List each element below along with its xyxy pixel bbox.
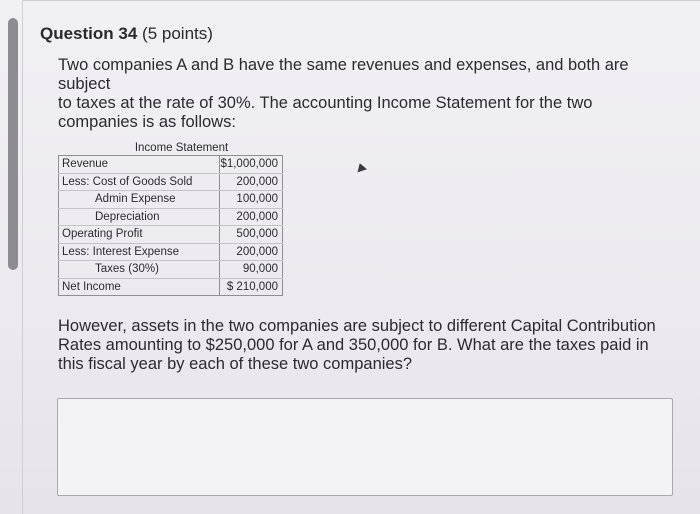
table-row xyxy=(59,261,283,279)
question-intro xyxy=(58,56,678,132)
row-value: 200,000 xyxy=(220,208,283,226)
table-row xyxy=(59,226,283,244)
scrollbar-thumb[interactable] xyxy=(8,18,18,270)
row-value: 200,000 xyxy=(220,173,283,191)
income-statement xyxy=(58,141,283,296)
row-label: Net Income xyxy=(59,278,220,296)
row-label: Operating Profit xyxy=(59,226,220,244)
row-label: Taxes (30%) xyxy=(59,261,220,279)
row-value: 100,000 xyxy=(220,191,283,209)
row-value: 90,000 xyxy=(220,261,283,279)
intro-line: to taxes at the rate of 30%. The accounting Income Statement for the two xyxy=(58,94,593,112)
followup-line: However, assets in the two companies are subject to different Capital Contribution xyxy=(58,317,656,335)
question-number: Question 34 xyxy=(40,24,138,43)
row-label: Admin Expense xyxy=(59,191,220,209)
intro-line: companies is as follows: xyxy=(58,113,236,131)
followup-line: Rates amounting to $250,000 for A and 350,000 for B. What are the taxes paid in xyxy=(58,336,649,354)
row-label: Less: Interest Expense xyxy=(59,243,220,261)
income-statement-table xyxy=(58,155,283,296)
followup-line: this fiscal year by each of these two companies? xyxy=(58,355,413,373)
row-label: Depreciation xyxy=(59,208,220,226)
table-row xyxy=(59,156,283,174)
question-title xyxy=(40,24,213,44)
table-row xyxy=(59,278,283,296)
row-value: $1,000,000 xyxy=(220,156,283,174)
intro-line: Two companies A and B have the same revenues and expenses, and both are subject xyxy=(58,56,629,93)
table-row xyxy=(59,191,283,209)
row-label: Revenue xyxy=(59,156,220,174)
income-statement-title: Income Statement xyxy=(134,142,229,154)
row-value: 200,000 xyxy=(220,243,283,261)
question-followup xyxy=(58,317,678,374)
panel-top-border xyxy=(22,0,700,1)
table-row xyxy=(59,243,283,261)
answer-textbox[interactable] xyxy=(57,398,673,496)
row-value: $ 210,000 xyxy=(220,278,283,296)
table-row xyxy=(59,208,283,226)
panel-left-border xyxy=(22,0,23,514)
row-label: Less: Cost of Goods Sold xyxy=(59,173,220,191)
row-value: 500,000 xyxy=(220,226,283,244)
question-points: (5 points) xyxy=(142,24,213,43)
table-row xyxy=(59,173,283,191)
